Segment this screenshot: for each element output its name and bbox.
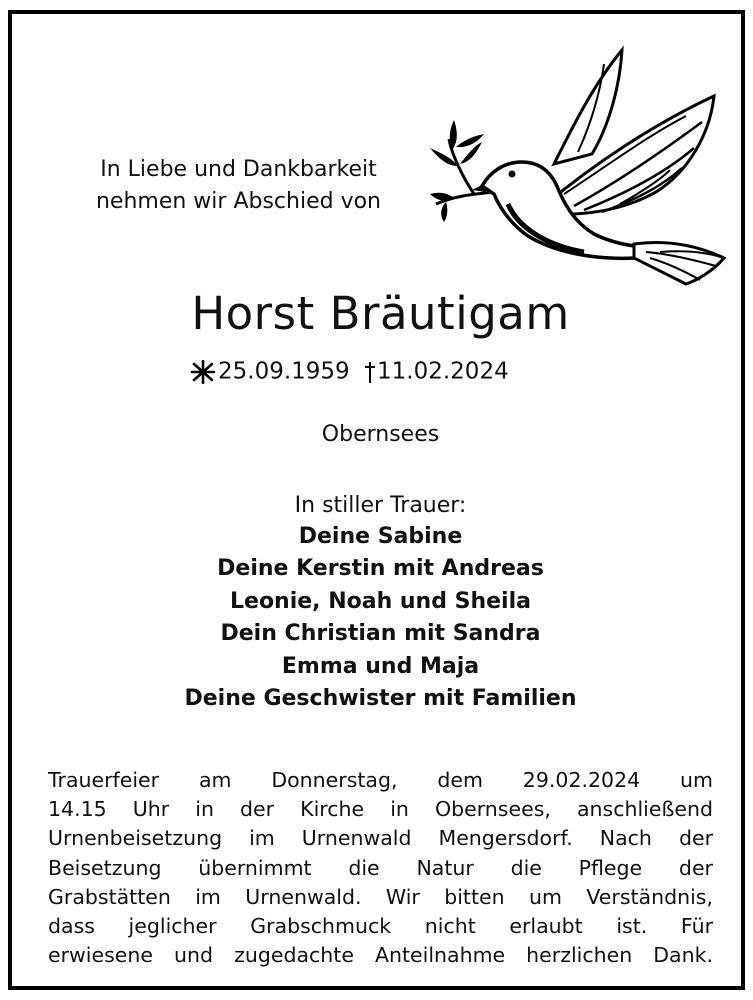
intro-text bbox=[66, 154, 411, 218]
intro-line-2: nehmen wir Abschied von bbox=[95, 189, 381, 214]
cross-icon bbox=[363, 360, 377, 384]
notice-line: 14.15 Uhr in der Kirche in Obernsees, anschließend bbox=[48, 797, 713, 822]
mourner-name: Deine Sabine bbox=[298, 524, 463, 549]
notice-line: Trauerfeier am Donnerstag, dem 29.02.2024 um bbox=[48, 768, 713, 792]
funeral-notice bbox=[48, 766, 713, 970]
star-icon bbox=[190, 360, 216, 384]
intro-line-1: In Liebe und Dankbarkeit bbox=[100, 157, 377, 182]
death-date: 11.02.2024 bbox=[377, 358, 509, 385]
deceased-name: Horst Bräutigam bbox=[191, 287, 570, 340]
notice-line: Urnenbeisetzung im Urnenwald Mengersdorf. Nach der bbox=[48, 826, 713, 851]
place-of-residence: Obernsees bbox=[321, 422, 440, 447]
notice-line: Grabstätten im Urnenwald. Wir bitten um Verständnis, bbox=[48, 884, 713, 909]
birth-date: 25.09.1959 bbox=[218, 358, 350, 385]
mourner-name: Deine Kerstin mit Andreas bbox=[217, 556, 544, 582]
mourner-name: Emma und Maja bbox=[281, 653, 480, 679]
mourning-heading: In stiller Trauer: bbox=[294, 493, 467, 518]
mourner-name: Leonie, Noah und Sheila bbox=[230, 588, 531, 614]
notice-line: dass jeglicher Grabschmuck nicht erlaubt ist. Für bbox=[48, 914, 713, 939]
obituary-frame bbox=[8, 10, 745, 990]
notice-line: Beisetzung übernimmt die Natur die Pflege der bbox=[48, 855, 713, 880]
mourner-name: Dein Christian mit Sandra bbox=[220, 621, 541, 647]
life-dates bbox=[190, 354, 509, 389]
dove-with-olive-branch-icon bbox=[424, 44, 726, 314]
notice-line: erwiesene und zugedachte Anteilnahme herzlichen Dank. bbox=[48, 943, 713, 968]
mourners-list bbox=[12, 521, 749, 715]
mourner-name: Deine Geschwister mit Familien bbox=[184, 686, 577, 712]
